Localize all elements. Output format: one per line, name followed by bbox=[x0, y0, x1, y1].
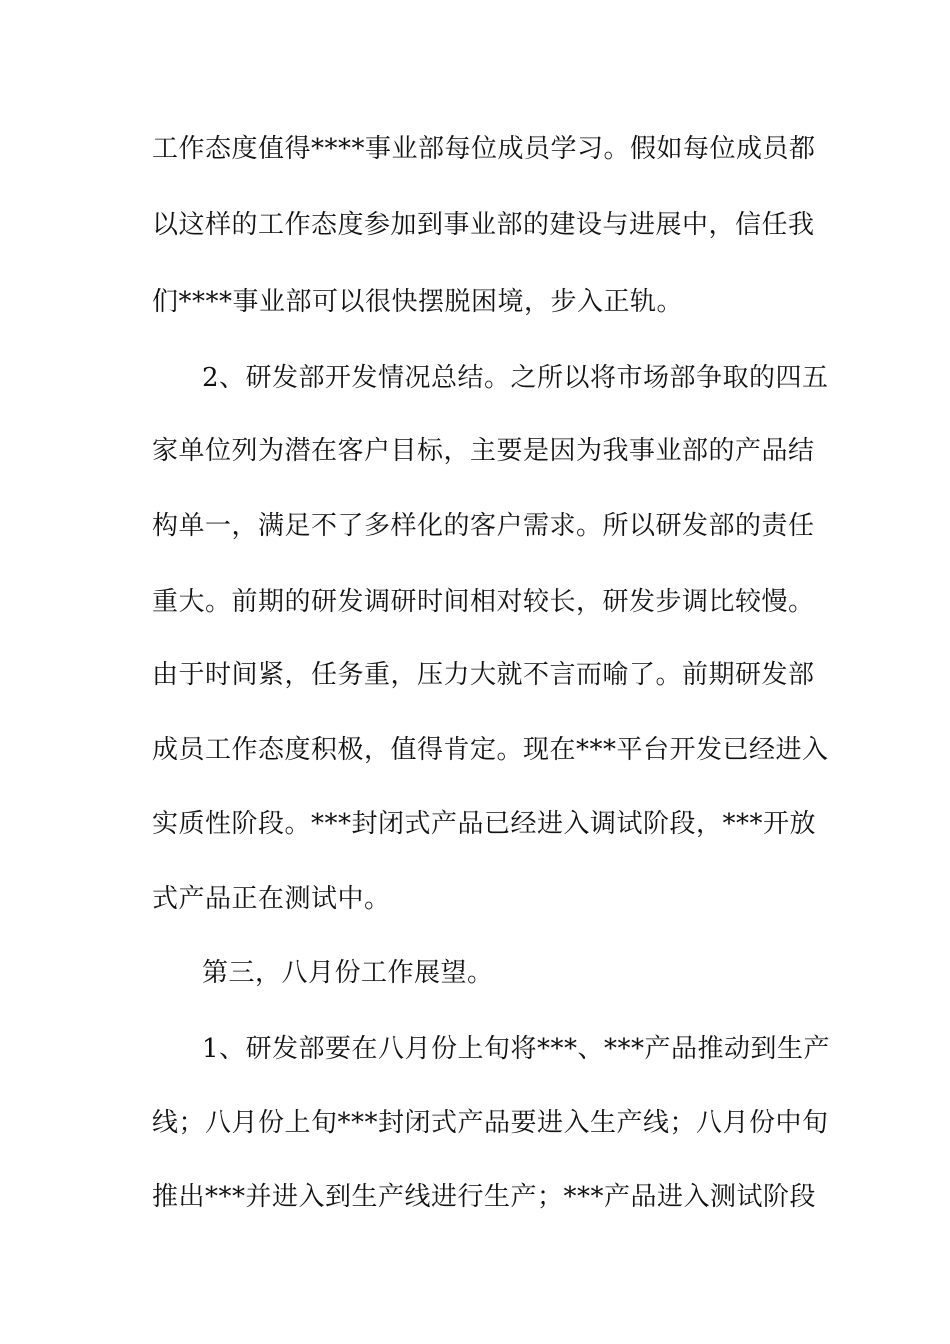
text-line: 以这样的工作态度参加到事业部的建设与进展中，信任我 bbox=[152, 210, 815, 240]
paragraph-start-line: 1、研发部要在八月份上旬将***、***产品推动到生产 bbox=[202, 1034, 831, 1064]
text-line: 实质性阶段。***封闭式产品已经进入调试阶段，***开放 bbox=[152, 809, 817, 839]
text-line: 成员工作态度积极，值得肯定。现在***平台开发已经进入 bbox=[152, 735, 829, 765]
text-line: 重大。前期的研发调研时间相对较长，研发步调比较慢。 bbox=[152, 587, 815, 617]
text-line: 构单一，满足不了多样化的客户需求。所以研发部的责任 bbox=[152, 511, 815, 541]
section-heading: 第三，八月份工作展望。 bbox=[202, 958, 494, 988]
text-line: 式产品正在测试中。 bbox=[152, 884, 391, 914]
text-line: 线；八月份上旬***封闭式产品要进入生产线；八月份中旬 bbox=[152, 1108, 829, 1138]
text-line: 们****事业部可以很快摆脱困境，步入正轨。 bbox=[152, 287, 684, 317]
paragraph-start-line: 2、研发部开发情况总结。之所以将市场部争取的四五 bbox=[202, 363, 829, 393]
text-line: 推出***并进入到生产线进行生产；***产品进入测试阶段 bbox=[152, 1182, 817, 1212]
text-line: 家单位列为潜在客户目标，主要是因为我事业部的产品结 bbox=[152, 436, 815, 466]
text-line: 工作态度值得****事业部每位成员学习。假如每位成员都 bbox=[152, 134, 816, 164]
text-line: 由于时间紧，任务重，压力大就不言而喻了。前期研发部 bbox=[152, 660, 815, 690]
